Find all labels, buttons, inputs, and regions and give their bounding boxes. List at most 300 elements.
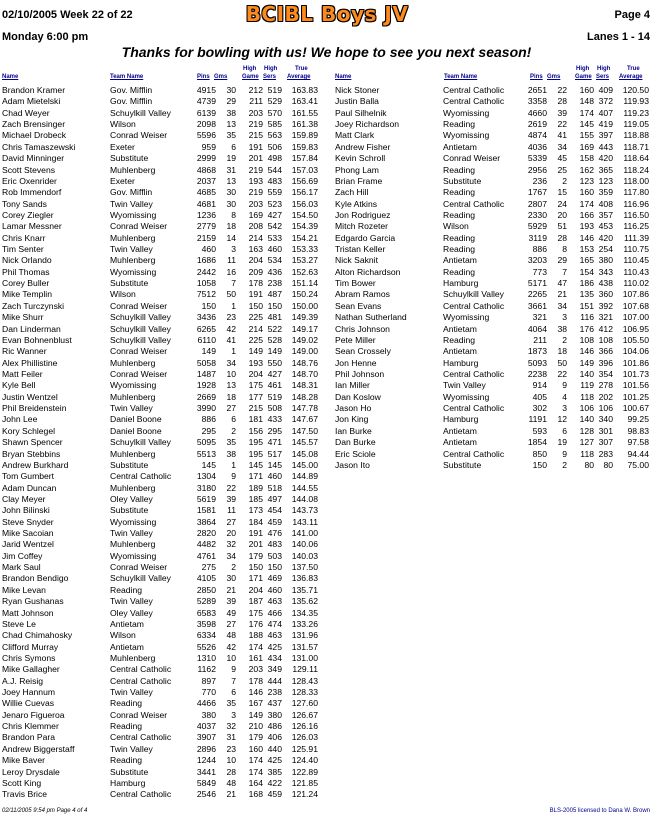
pins: 1244 bbox=[196, 755, 216, 766]
true-average: 150.00 bbox=[291, 300, 318, 311]
high-series: 461 bbox=[267, 380, 282, 391]
bowler-name: Mike Levan bbox=[2, 584, 46, 595]
high-game: 163 bbox=[248, 244, 263, 255]
header-average: Average bbox=[287, 74, 311, 80]
header-average: Average bbox=[619, 74, 643, 80]
pins: 1191 bbox=[528, 414, 547, 425]
team-name: Central Catholic bbox=[443, 198, 505, 209]
high-game: 203 bbox=[248, 664, 263, 675]
pins: 2619 bbox=[527, 119, 547, 130]
table-row bbox=[2, 244, 320, 255]
team-name: Reading bbox=[443, 187, 476, 198]
high-game: 193 bbox=[248, 357, 263, 368]
high-series: 550 bbox=[267, 357, 282, 368]
games: 6 bbox=[231, 687, 236, 698]
pins: 2820 bbox=[196, 528, 216, 539]
bowler-name: A.J. Reisig bbox=[2, 675, 44, 686]
high-game: 173 bbox=[248, 505, 263, 516]
games: 10 bbox=[226, 755, 236, 766]
bowler-name: Mike Templin bbox=[2, 289, 52, 300]
games: 31 bbox=[226, 164, 236, 175]
table-row bbox=[2, 233, 320, 244]
pins: 236 bbox=[532, 175, 547, 186]
table-row bbox=[2, 687, 320, 698]
bowler-name: Kory Schlegel bbox=[2, 425, 56, 436]
team-name: Wyomissing bbox=[443, 130, 490, 141]
bowler-name: Kyle Atkins bbox=[335, 198, 378, 209]
pins: 3119 bbox=[528, 232, 547, 243]
team-name: Wyomissing bbox=[443, 391, 490, 402]
bowler-name: Clay Meyer bbox=[2, 493, 46, 504]
bowler-name: Nick Orlando bbox=[2, 255, 52, 266]
team-name: Schuylkill Valley bbox=[443, 289, 504, 300]
high-series: 436 bbox=[267, 266, 282, 277]
pins: 3180 bbox=[196, 482, 216, 493]
true-average: 163.41 bbox=[291, 96, 318, 107]
team-name: Muhlenberg bbox=[110, 391, 156, 402]
pins: 1058 bbox=[196, 278, 216, 289]
high-series: 150 bbox=[267, 300, 282, 311]
games: 15 bbox=[557, 187, 567, 198]
games: 6 bbox=[562, 425, 567, 436]
rows-right bbox=[335, 85, 651, 471]
pins: 5171 bbox=[527, 278, 547, 289]
true-average: 141.00 bbox=[291, 528, 318, 539]
team-name: Muhlenberg bbox=[110, 539, 156, 550]
team-name: Schuylkill Valley bbox=[110, 107, 171, 118]
report-date-week: 02/10/2005 Week 22 of 22 bbox=[2, 9, 133, 21]
lanes-range: Lanes 1 - 14 bbox=[587, 31, 650, 43]
high-series: 301 bbox=[598, 425, 613, 436]
high-game: 215 bbox=[248, 130, 263, 141]
bowler-name: John Bilinski bbox=[2, 505, 50, 516]
high-game: 176 bbox=[248, 618, 263, 629]
high-game: 149 bbox=[248, 709, 263, 720]
high-game: 162 bbox=[579, 164, 594, 175]
high-game: 174 bbox=[579, 198, 594, 209]
high-series: 392 bbox=[598, 300, 613, 311]
pins: 886 bbox=[201, 414, 216, 425]
high-game: 210 bbox=[248, 721, 263, 732]
high-game: 215 bbox=[248, 403, 263, 414]
games: 7 bbox=[231, 675, 236, 686]
pins: 3358 bbox=[527, 96, 547, 107]
true-average: 143.11 bbox=[292, 516, 318, 527]
team-name: Reading bbox=[443, 164, 476, 175]
pins: 321 bbox=[532, 312, 547, 323]
pins: 2896 bbox=[196, 743, 216, 754]
games: 9 bbox=[231, 471, 236, 482]
high-game: 214 bbox=[248, 323, 263, 334]
games: 13 bbox=[226, 380, 236, 391]
high-game: 187 bbox=[248, 596, 263, 607]
pins: 5095 bbox=[196, 437, 216, 448]
high-series: 420 bbox=[598, 232, 613, 243]
team-name: Gov. Mifflin bbox=[110, 187, 153, 198]
high-game: 146 bbox=[579, 232, 594, 243]
bowler-name: Scott Stevens bbox=[2, 164, 56, 175]
true-average: 107.86 bbox=[622, 289, 649, 300]
bowler-name: Andrew Biggerstaff bbox=[2, 743, 75, 754]
table-row bbox=[2, 96, 320, 107]
high-series: 372 bbox=[598, 96, 613, 107]
pins: 1686 bbox=[196, 255, 216, 266]
true-average: 101.25 bbox=[622, 391, 649, 402]
team-name: Central Catholic bbox=[110, 471, 172, 482]
table-row bbox=[2, 335, 320, 346]
high-game: 169 bbox=[248, 209, 263, 220]
games: 16 bbox=[226, 266, 236, 277]
header-true-top: True bbox=[627, 66, 640, 72]
true-average: 118.24 bbox=[623, 164, 649, 175]
high-series: 483 bbox=[267, 539, 282, 550]
games: 18 bbox=[226, 391, 236, 402]
high-series: 238 bbox=[267, 687, 282, 698]
pins: 2807 bbox=[527, 198, 547, 209]
pins: 1767 bbox=[527, 187, 547, 198]
pins: 1581 bbox=[196, 505, 216, 516]
games: 7 bbox=[231, 278, 236, 289]
bowler-name: Edgardo Garcia bbox=[335, 232, 396, 243]
games: 47 bbox=[557, 278, 567, 289]
high-series: 503 bbox=[267, 550, 282, 561]
bowler-name: Sean Evans bbox=[335, 300, 382, 311]
table-row bbox=[335, 392, 651, 403]
table-row bbox=[335, 210, 651, 221]
table-row bbox=[2, 517, 320, 528]
games: 27 bbox=[226, 403, 236, 414]
team-name: Daniel Boone bbox=[110, 425, 162, 436]
page-number: Page 4 bbox=[614, 9, 650, 21]
high-game: 168 bbox=[248, 789, 263, 800]
table-row bbox=[335, 255, 651, 266]
table-row bbox=[2, 289, 320, 300]
team-name: Central Catholic bbox=[110, 664, 172, 675]
pins: 773 bbox=[532, 266, 547, 277]
bowler-name: Ric Wanner bbox=[2, 346, 47, 357]
high-series: 459 bbox=[267, 516, 282, 527]
high-game: 201 bbox=[248, 539, 263, 550]
bowler-name: Eric Sciole bbox=[335, 448, 376, 459]
team-name: Reading bbox=[443, 209, 476, 220]
pins: 150 bbox=[201, 300, 216, 311]
games: 18 bbox=[557, 346, 567, 357]
high-series: 340 bbox=[598, 414, 613, 425]
bowler-name: Abram Ramos bbox=[335, 289, 390, 300]
true-average: 116.96 bbox=[623, 198, 649, 209]
table-row bbox=[2, 789, 320, 800]
high-game: 189 bbox=[248, 482, 263, 493]
true-average: 128.43 bbox=[291, 675, 318, 686]
table-row bbox=[2, 358, 320, 369]
pins: 4037 bbox=[196, 721, 216, 732]
high-series: 519 bbox=[267, 391, 282, 402]
pins: 150 bbox=[532, 459, 547, 470]
true-average: 156.03 bbox=[291, 198, 318, 209]
high-series: 354 bbox=[598, 368, 613, 379]
high-game: 178 bbox=[248, 675, 263, 686]
true-average: 145.57 bbox=[291, 437, 318, 448]
high-game: 176 bbox=[579, 323, 594, 334]
table-row bbox=[2, 630, 320, 641]
bowler-name: Tim Senter bbox=[2, 244, 44, 255]
high-game: 164 bbox=[248, 777, 263, 788]
season-message: Thanks for bowling with us! We hope to see you next season! bbox=[121, 44, 532, 60]
bowler-name: Zach Hill bbox=[335, 187, 369, 198]
true-average: 98.83 bbox=[627, 425, 649, 436]
true-average: 149.39 bbox=[291, 312, 318, 323]
true-average: 144.08 bbox=[291, 493, 318, 504]
table-row bbox=[335, 380, 651, 391]
high-game: 158 bbox=[579, 153, 594, 164]
games: 42 bbox=[226, 323, 236, 334]
high-series: 422 bbox=[267, 777, 282, 788]
true-average: 154.50 bbox=[291, 209, 318, 220]
bowler-name: Corey Ziegler bbox=[2, 209, 54, 220]
bowler-name: Jason Ho bbox=[335, 403, 372, 414]
high-series: 365 bbox=[598, 164, 613, 175]
true-average: 129.11 bbox=[292, 664, 318, 675]
pins: 6139 bbox=[196, 107, 216, 118]
high-series: 440 bbox=[267, 743, 282, 754]
games: 19 bbox=[557, 437, 567, 448]
high-game: 174 bbox=[579, 107, 594, 118]
high-series: 108 bbox=[598, 334, 613, 345]
pins: 959 bbox=[201, 141, 216, 152]
table-row bbox=[2, 710, 320, 721]
bowler-name: Corey Buller bbox=[2, 278, 50, 289]
team-name: Muhlenberg bbox=[110, 482, 156, 493]
session-time: Monday 6:00 pm bbox=[2, 31, 89, 43]
high-series: 585 bbox=[267, 119, 282, 130]
high-series: 497 bbox=[267, 493, 282, 504]
high-series: 506 bbox=[267, 141, 282, 152]
games: 2 bbox=[231, 425, 236, 436]
true-average: 110.43 bbox=[623, 266, 649, 277]
true-average: 118.71 bbox=[623, 141, 649, 152]
high-game: 195 bbox=[248, 448, 263, 459]
high-series: 533 bbox=[267, 232, 282, 243]
table-row bbox=[335, 96, 651, 107]
bowler-name: Mike Sacoian bbox=[2, 528, 54, 539]
bowler-name: Jon Rodriguez bbox=[335, 209, 391, 220]
team-name: Muhlenberg bbox=[110, 232, 156, 243]
true-average: 143.73 bbox=[291, 505, 318, 516]
pins: 6265 bbox=[196, 323, 216, 334]
true-average: 154.39 bbox=[291, 221, 318, 232]
bowler-name: Adam Duncan bbox=[2, 482, 57, 493]
header-true-top: True bbox=[295, 66, 308, 72]
table-row bbox=[335, 426, 651, 437]
table-row bbox=[2, 187, 320, 198]
high-series: 544 bbox=[267, 164, 282, 175]
high-game: 179 bbox=[248, 732, 263, 743]
team-name: Central Catholic bbox=[110, 675, 172, 686]
games: 18 bbox=[226, 221, 236, 232]
header-high-sers-top: High bbox=[264, 66, 278, 72]
team-name: Substitute bbox=[110, 153, 149, 164]
true-average: 121.24 bbox=[291, 789, 318, 800]
high-game: 171 bbox=[248, 471, 263, 482]
true-average: 116.25 bbox=[623, 221, 649, 232]
bowler-name: Mike Shurr bbox=[2, 312, 44, 323]
high-game: 219 bbox=[248, 164, 263, 175]
bowler-name: Chris Johnson bbox=[335, 323, 390, 334]
table-row bbox=[2, 767, 320, 778]
team-name: Muhlenberg bbox=[110, 255, 156, 266]
high-series: 522 bbox=[267, 323, 282, 334]
team-name: Reading bbox=[110, 755, 143, 766]
pins: 850 bbox=[532, 448, 547, 459]
true-average: 122.89 bbox=[291, 766, 318, 777]
high-game: 127 bbox=[579, 437, 594, 448]
pins: 1304 bbox=[196, 471, 216, 482]
high-series: 487 bbox=[267, 289, 282, 300]
table-row bbox=[335, 335, 651, 346]
team-name: Twin Valley bbox=[110, 244, 153, 255]
high-series: 397 bbox=[598, 130, 613, 141]
bowler-name: Phong Lam bbox=[335, 164, 379, 175]
games: 21 bbox=[226, 789, 236, 800]
team-name: Hamburg bbox=[110, 777, 146, 788]
high-series: 419 bbox=[598, 119, 613, 130]
bowler-name: Chris Knarr bbox=[2, 232, 46, 243]
table-row bbox=[335, 153, 651, 164]
pins: 2265 bbox=[527, 289, 547, 300]
true-average: 153.33 bbox=[291, 244, 318, 255]
high-game: 145 bbox=[579, 119, 594, 130]
pins: 149 bbox=[201, 346, 216, 357]
team-name: Central Catholic bbox=[443, 368, 505, 379]
bowler-name: Ian Burke bbox=[335, 425, 372, 436]
true-average: 145.08 bbox=[291, 448, 318, 459]
high-game: 179 bbox=[248, 550, 263, 561]
table-row bbox=[335, 289, 651, 300]
high-game: 156 bbox=[248, 425, 263, 436]
high-game: 191 bbox=[248, 289, 263, 300]
high-game: 108 bbox=[579, 334, 594, 345]
high-game: 118 bbox=[580, 391, 594, 402]
high-series: 380 bbox=[598, 255, 613, 266]
bowler-name: Chad Chimahosky bbox=[2, 630, 73, 641]
true-average: 120.50 bbox=[622, 85, 649, 95]
games: 3 bbox=[231, 709, 236, 720]
games: 30 bbox=[226, 198, 236, 209]
table-row bbox=[335, 449, 651, 460]
pins: 1487 bbox=[196, 368, 216, 379]
games: 35 bbox=[226, 437, 236, 448]
table-row bbox=[335, 414, 651, 425]
table-row bbox=[2, 278, 320, 289]
table-row bbox=[335, 187, 651, 198]
table-row bbox=[335, 278, 651, 289]
high-series: 202 bbox=[598, 391, 613, 402]
high-game: 145 bbox=[248, 459, 263, 470]
table-row bbox=[2, 392, 320, 403]
high-game: 116 bbox=[580, 312, 594, 323]
table-row bbox=[2, 85, 320, 96]
high-game: 106 bbox=[579, 403, 594, 414]
true-average: 153.27 bbox=[291, 255, 318, 266]
high-series: 278 bbox=[598, 380, 613, 391]
pins: 2651 bbox=[527, 85, 547, 95]
pins: 886 bbox=[532, 244, 547, 255]
bowler-name: Andrew Burkhard bbox=[2, 459, 69, 470]
table-row bbox=[2, 642, 320, 653]
games: 42 bbox=[226, 641, 236, 652]
rows-left bbox=[2, 85, 320, 801]
table-row bbox=[2, 721, 320, 732]
true-average: 99.25 bbox=[627, 414, 649, 425]
high-game: 188 bbox=[248, 630, 263, 641]
high-series: 517 bbox=[267, 448, 282, 459]
true-average: 161.38 bbox=[291, 119, 318, 130]
bowler-name: Willie Cuevas bbox=[2, 698, 55, 709]
games: 11 bbox=[227, 255, 236, 266]
bowler-name: Nick Saknit bbox=[335, 255, 378, 266]
high-series: 321 bbox=[598, 312, 613, 323]
table-row bbox=[335, 346, 651, 357]
team-name: Schuylkill Valley bbox=[110, 334, 171, 345]
true-average: 128.33 bbox=[291, 687, 318, 698]
high-game: 225 bbox=[248, 312, 263, 323]
high-game: 195 bbox=[248, 437, 263, 448]
team-name: Schuylkill Valley bbox=[110, 437, 171, 448]
games: 29 bbox=[557, 255, 567, 266]
team-name: Antietam bbox=[443, 255, 477, 266]
true-average: 101.56 bbox=[622, 380, 649, 391]
games: 32 bbox=[226, 539, 236, 550]
team-name: Substitute bbox=[110, 505, 149, 516]
high-game: 225 bbox=[248, 334, 263, 345]
table-row bbox=[2, 108, 320, 119]
table-row bbox=[2, 255, 320, 266]
pins: 7512 bbox=[196, 289, 216, 300]
table-row bbox=[2, 403, 320, 414]
header-high-game-top: High bbox=[576, 66, 590, 72]
high-series: 559 bbox=[267, 187, 282, 198]
true-average: 125.91 bbox=[291, 743, 318, 754]
games: 38 bbox=[557, 323, 567, 334]
bowler-name: Ryan Gushanas bbox=[2, 596, 64, 607]
team-name: Muhlenberg bbox=[110, 448, 156, 459]
games: 1 bbox=[231, 459, 236, 470]
bowler-name: Tim Bower bbox=[335, 278, 376, 289]
table-row bbox=[2, 744, 320, 755]
high-series: 149 bbox=[267, 346, 282, 357]
high-series: 106 bbox=[598, 403, 613, 414]
games: 27 bbox=[226, 618, 236, 629]
high-series: 408 bbox=[598, 198, 613, 209]
high-game: 140 bbox=[579, 414, 594, 425]
team-name: Wyomissing bbox=[110, 209, 157, 220]
bowler-name: Andrew Fisher bbox=[335, 141, 391, 152]
table-row bbox=[335, 244, 651, 255]
high-game: 171 bbox=[248, 573, 263, 584]
true-average: 101.86 bbox=[622, 357, 649, 368]
games: 10 bbox=[226, 368, 236, 379]
bowler-name: Kyle Bell bbox=[2, 380, 36, 391]
team-name: Central Catholic bbox=[443, 96, 505, 107]
pins: 5513 bbox=[196, 448, 216, 459]
high-series: 444 bbox=[267, 675, 282, 686]
high-game: 191 bbox=[248, 528, 263, 539]
pins: 3436 bbox=[196, 312, 216, 323]
bowler-name: Jon Henne bbox=[335, 357, 377, 368]
games: 31 bbox=[226, 732, 236, 743]
team-name: Conrad Weiser bbox=[110, 221, 168, 232]
high-game: 203 bbox=[248, 198, 263, 209]
